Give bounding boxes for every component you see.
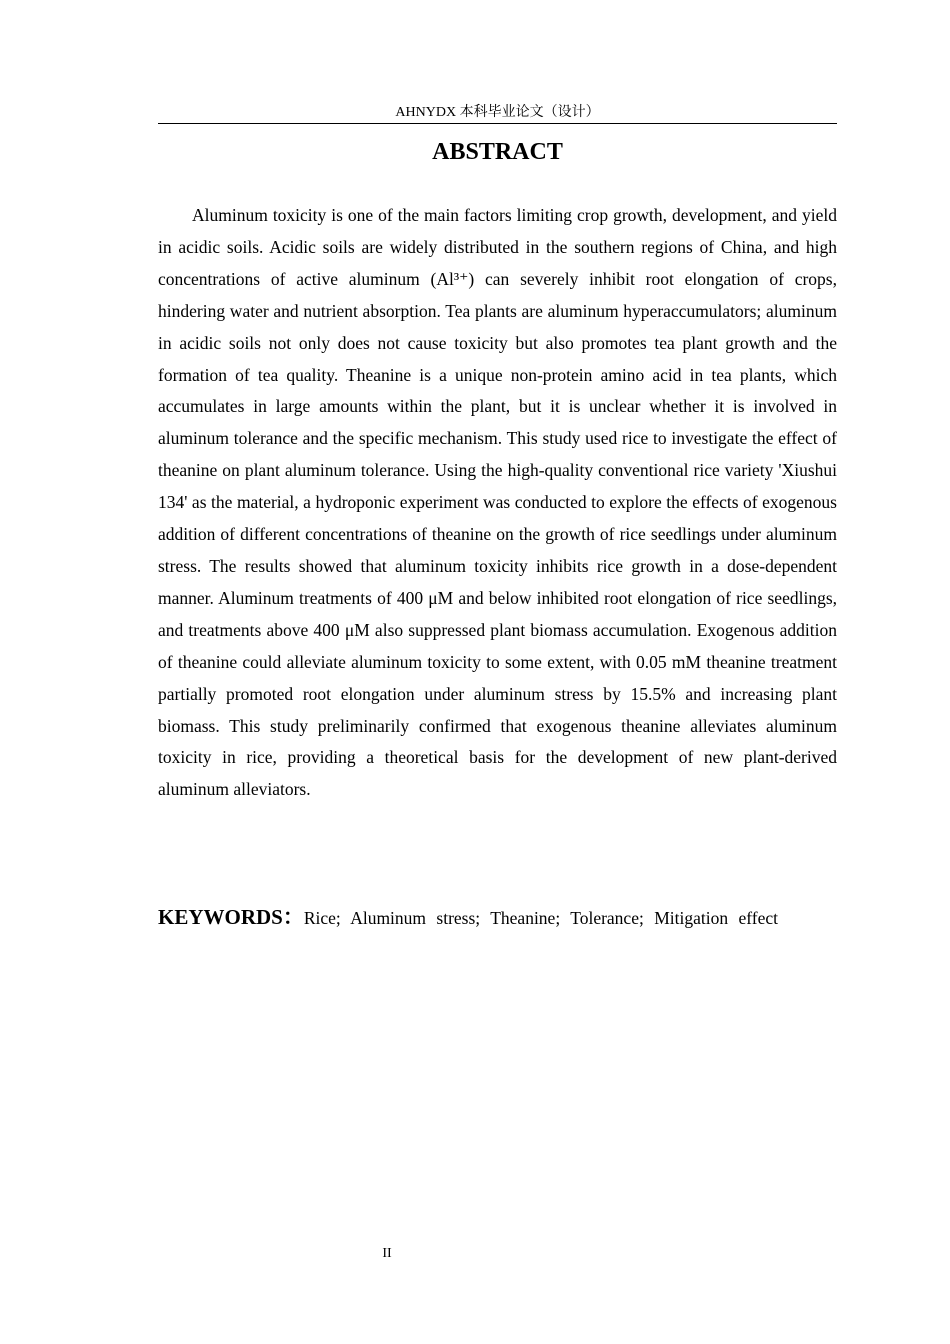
header-rule <box>158 123 837 124</box>
keywords-value: Rice; Aluminum stress; Theanine; Tolerance; Mitigation effect <box>303 908 778 928</box>
keywords-section <box>158 902 837 933</box>
running-header: AHNYDX 本科毕业论文（设计） <box>395 105 600 120</box>
abstract-title: ABSTRACT <box>432 139 563 165</box>
abstract-body: Aluminum toxicity is one of the main factors limiting crop growth, development, and yield in acidic soils. Acidic soils are widely distributed in the southern regions of China, and high concentrations of active aluminum (Al³⁺) can severely inhibit root elongation of crops, hindering water and nutrient absorption. Tea plants are aluminum hyperaccumulators; aluminum in acidic soils not only does not cause toxicity but also promotes tea plant growth and the formation of tea quality. Theanine is a unique non-protein amino acid in tea plants, which accumulates in large amounts within the plant, but it is unclear whether it is involved in aluminum tolerance and the specific mechanism. This study used rice to investigate the effect of theanine on plant aluminum tolerance. Using the high-quality conventional rice variety 'Xiushui 134' as the material, a hydroponic experiment was conducted to explore the effects of exogenous addition of different concentrations of theanine on the growth of rice seedlings under aluminum stress. The results showed that aluminum toxicity inhibits rice growth in a dose-dependent manner. Aluminum treatments of 400 μM and below inhibited root elongation of rice seedlings, and treatments above 400 μM also suppressed plant biomass accumulation. Exogenous addition of theanine could alleviate aluminum toxicity to some extent, with 0.05 mM theanine treatment partially promoted root elongation under aluminum stress by 15.5% and increasing plant biomass. This study preliminarily confirmed that exogenous theanine alleviates aluminum toxicity in rice, providing a theoretical basis for the development of new plant-derived aluminum alleviators. <box>158 205 837 800</box>
page-number: II <box>382 1246 392 1261</box>
keywords-label: KEYWORDS： <box>158 905 304 929</box>
